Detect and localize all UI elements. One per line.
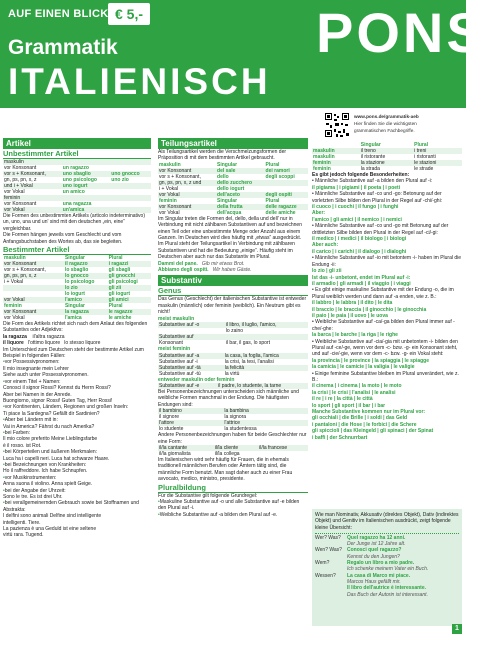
table-cell: dello iogurt <box>217 185 245 192</box>
table-pairs2 <box>158 445 308 457</box>
table-cell: l'attrice <box>223 420 308 426</box>
section-heading-artikel: Artikel <box>3 138 151 149</box>
paragraph: Die Formen des unbestimmten Artikels (articolo indeterminativo) un, uno, una und un' sind mit den deutschen „ein, eine“ vergleichbar. <box>3 213 145 232</box>
example-line: la barca | le barche | la riga | le righe <box>312 332 398 339</box>
rule-item: • Einige feminine Substantive bleiben im Plural unverändert, wie z. B.: <box>312 370 459 383</box>
table-cell: la signora <box>224 414 247 421</box>
table-cell: il ragazzo <box>64 261 108 267</box>
table-cell: uno psicologo <box>62 177 97 183</box>
table-cell: gli sbagli <box>108 267 131 274</box>
table-cell: vor Vokal <box>4 315 25 322</box>
column-header: Singular <box>64 255 85 262</box>
bullet-item: • bei Körperteilen und äußeren Merkmalen: <box>3 449 151 455</box>
example-line: i baffi | der Schnurrbart <box>312 434 368 441</box>
table-cell: i ragazzi <box>108 261 151 267</box>
table-cell: vor Vokal <box>159 209 180 216</box>
table-cell: vor s + Konsonant, <box>3 171 62 177</box>
example-line: il cinema | i cinema | la moto | le moto <box>312 383 402 390</box>
bullet-item: Ti piace la Sardegna? Gefällt dir Sardinien? <box>3 410 100 417</box>
example-line: il medico | i medici | il biologo | i biologi <box>312 236 407 243</box>
table-cell: vor Vokal <box>3 207 62 213</box>
column-header: Singular <box>64 303 85 310</box>
bullet-item: Aber bei Namen in der Anrede. <box>3 391 72 398</box>
table-cell: vor Konsonant <box>3 309 64 315</box>
paragraph: Andere Personenbezeichnungen haben für beide Geschlechter nur eine Form: <box>158 432 307 445</box>
table-cell: vor Vokal <box>3 297 64 303</box>
column-header: Plural <box>265 161 280 168</box>
case-examples <box>347 535 459 548</box>
paragraph: Im Italienischen wird sehr häufig für Frauen, die in ehemals traditionell männlichen Berufen oder Ämtern tätig sind, die männliche Form benutzt. Man sagt daher auch zu einer Frau avvocato, medico, ministro, presidente. <box>158 456 293 483</box>
table-cell: la strada <box>360 166 380 172</box>
table-cell: l'amica <box>64 315 82 322</box>
table-cell: le amiche <box>108 315 132 322</box>
table-cell: la casa, la foglia, l'amica <box>224 353 308 359</box>
table-cell: il treno <box>360 148 413 154</box>
subheading-bestimmt: Bestimmter Artikel <box>3 245 151 255</box>
case-examples <box>347 547 459 560</box>
table-cell: la bambina <box>223 408 308 414</box>
table-cell: maskulin <box>3 159 62 165</box>
table-cell: gli zii <box>108 285 151 291</box>
bullet-item: Il mio insegnante mein Lehrer <box>3 365 69 372</box>
bullet-item: • bei der Angabe der Uhrzeit: <box>3 488 151 494</box>
table-cell: la felicità <box>224 365 308 371</box>
case-examples <box>347 573 459 598</box>
paragraph: Die Form des Artikels richtet sich nach dem Anlaut des folgenden Substantivs oder Adjektivs: <box>3 321 148 334</box>
paragraph: Die Formen hängen jeweils vom Geschlecht und vom Anfangsbuchstaben des Wortes ab, das sie begleiten. <box>3 232 123 245</box>
bullet-item: • bei Bezeichnungen von Krankheiten: <box>3 462 151 468</box>
table-cell: il padre, lo studente, la tarne <box>217 383 308 389</box>
table-cell: la studentessa <box>224 426 257 433</box>
table-cell: gn, ps, pn, x, z und <box>158 180 216 186</box>
example-line: il re | i re | la città | le città <box>312 396 373 403</box>
table-cell: dell'acqua <box>217 209 242 216</box>
table-cell: le strade <box>414 166 434 172</box>
paragraph: Im Singular treten die Formen del, dello, della und dell' nur in Verbindung mit nicht zählbaren Substantiven auf und bezeichnen einen Teil oder eine unbestimmte Menge oder Anzahl aus einem Ganzen. Im Deutschen wird dies häufig mit „etwas“ ausgedrückt. <box>158 215 302 242</box>
rule-item: • Männliche Substantive auf -a bilden den Plural auf -i: <box>312 178 433 185</box>
table-cell: le stazioni <box>413 160 462 166</box>
table-cell: vor Konsonant <box>158 204 216 210</box>
table-cell: feminin <box>3 195 62 201</box>
info-box <box>324 112 460 138</box>
qr-code-icon <box>324 112 350 138</box>
rule-item: • Männliche Substantive auf -co und -go: Betonung auf der vorletzten Silbe bilden den Plural in der Regel auf -chi/-ghi: <box>312 191 443 204</box>
table-cell: il ristorante <box>360 154 386 160</box>
example-line: Der Junge ist 12 Jahre alt. <box>347 541 406 548</box>
divider <box>315 532 459 534</box>
column-teilung-substantiv <box>158 138 308 640</box>
bullet-item: virtù rara. Tugend. <box>3 532 44 539</box>
case-question: Wer? Was? <box>315 534 341 541</box>
table-cell: Substantive auf -e <box>158 383 217 389</box>
page-number: 1 <box>452 624 462 634</box>
table-cell: vor Vokal <box>158 192 216 198</box>
bullet-item: Buongiorno, signor Rossi! Guten Tag, Herr Rossi! <box>3 397 113 404</box>
example-line: lo sport | gli sport | il bar | i bar <box>312 402 386 409</box>
table-teilungsartikel <box>158 162 308 216</box>
example-line: la camicia | le camicie | la valigia | le valigie <box>312 364 415 371</box>
table-cell: una ragazza <box>62 201 92 207</box>
table-cell: vor s + Konsonant, <box>4 267 46 274</box>
table-cell: il bambino <box>158 408 223 414</box>
example-line: Conosci quel ragazzo? <box>347 547 402 554</box>
table-cell: Substantive auf -tà <box>158 365 224 371</box>
bullet-item: • vor Possessivpronomen: <box>3 359 151 365</box>
table-cell: il/la giornalista <box>159 450 191 457</box>
table-cell: l'amico <box>64 297 108 303</box>
table-cell: Substantive auf -o <box>158 322 225 328</box>
table-pairs <box>158 408 308 432</box>
table-cell: la stazione <box>360 160 413 166</box>
page-title: ITALIENISCH <box>8 61 271 102</box>
example-line: Ist das -i- unbetont, endet im Plural auf -i: <box>312 274 411 281</box>
case-question: Wen? Was? <box>315 547 342 554</box>
label-meist-maskulin: meist maskulin <box>158 315 195 322</box>
example-line: Aber: <box>312 210 326 217</box>
bullet-item: • bei verallgemeinernden Gebrauch sowie bei Stoffnamen und Abstrakta: <box>3 500 151 513</box>
table-cell: dello <box>217 173 229 180</box>
bullet-item: • bei Farben: <box>3 430 151 436</box>
paragraph: Es gibt jedoch folgende Besonderheiten: <box>312 172 410 178</box>
section-heading-teilungsartikel: Teilungsartikel <box>158 138 308 149</box>
table-cell: vor s + Konsonant, <box>159 173 201 180</box>
table-cell: Substantive auf -tù <box>159 370 201 377</box>
example-line: Kennst du den Jungen? <box>347 553 400 560</box>
example-line: La casa di Marco mi piace. <box>347 572 411 579</box>
table-cell: degli ospiti <box>265 192 308 198</box>
table-cell: il/la cliente <box>214 445 258 451</box>
example-line: il braccio | le braccia | il ginocchio | le ginocchia <box>312 306 427 313</box>
example-line: Ich schenke meinem Vater ein Buch. <box>347 566 429 573</box>
bullet-item: • Aber bei Ländern mit in: <box>3 417 151 423</box>
bullet-item: Ho il raffreddore. Ich habe Schnupfen. <box>3 468 88 475</box>
bullet-item: La pazienza è una Geduld ist eine seltene <box>3 526 97 533</box>
example-line: Regalo un libro a mio padre. <box>347 560 415 567</box>
example-line: il pigiama | i pigiami | il poeta | i poeti <box>312 184 401 191</box>
table-cell: feminin <box>312 160 360 166</box>
paragraph: Im Plural steht der Teilungsartikel in Verbindung mit zählbaren Substantiven und hat die Bedeutung „einige“. Häufig steht im Deutschen aber auch nur das Substantiv im Plural. <box>158 241 295 261</box>
case-question: Wessen? <box>315 572 336 579</box>
table-cell: und i + Vokal <box>3 183 62 189</box>
table-cell: vor Konsonant <box>3 261 64 267</box>
table-cell: gli amici <box>108 297 151 303</box>
paragraph: Für die Substantive gilt folgende Grundregel: <box>158 492 258 499</box>
table-cell: uno iogurt <box>62 183 111 189</box>
bullet-item: Il mio colore preferito Meine Lieblingsfarbe <box>3 436 98 443</box>
column-header: Singular <box>217 161 238 168</box>
table-cell: vor Konsonant <box>158 168 216 174</box>
rule-item: • Männliche Substantive auf -io mit betontem -i- haben im Plural die Endung -ii: <box>312 255 462 268</box>
table-cell: la ragazza <box>64 309 108 315</box>
example-line: Il libro dell'autrice è interessante. <box>347 585 426 592</box>
bullet-item: Luca ha i capelli neri. Luca hat schwarze Haare. <box>3 455 110 462</box>
column-header: feminin <box>159 197 177 204</box>
column-header: Singular <box>360 142 381 148</box>
table-cell: vor Konsonant <box>4 201 37 207</box>
column-header: Plural <box>265 197 280 204</box>
bullet-item: Sono le tre. Es ist drei Uhr. <box>3 494 63 500</box>
label-meist-feminin: meist feminin <box>158 346 191 353</box>
table-cell: Substantive auf -a <box>158 353 224 359</box>
table-cell: gli gnocchi <box>108 273 151 279</box>
example-line: il labbro | le labbra | il dito | le dita <box>312 300 393 307</box>
table-cell: della frutta <box>216 204 265 210</box>
table-cell: lo gnocco <box>64 273 108 279</box>
header-banner <box>0 0 487 108</box>
example-line: la provincia | le province | la spiaggia | le spiagge <box>312 357 430 364</box>
example-line: il carico | i carichi | il dialogo | i dialoghi <box>312 248 407 255</box>
rule-item: • Weibliche Substantive auf -ca/-ga bilden den Plural immer auf -che/-ghe: <box>312 319 455 332</box>
table-cell: lo studente <box>159 426 184 433</box>
bullet-item: Conosci il signor Rossi? Kennst du Herrn Rossi? <box>3 385 111 392</box>
info-url[interactable]: www.pons.de/grammatik-aeb <box>354 114 419 119</box>
table-cell: gn, ps, pn, x, z <box>3 273 64 279</box>
table-cell: le ragazze <box>108 309 151 315</box>
table-cell: gli iogurt <box>108 291 131 298</box>
bullet-item: • Maskuline Substantive auf -o und alle Substantive auf -e bilden den Plural auf -i. <box>158 499 308 512</box>
example-line: il cuoco | i cuochi | il fungo | i funghi <box>312 204 399 211</box>
table-cell: lo psicologo <box>64 279 95 286</box>
series-tag: AUF EINEN BLICK <box>8 8 109 20</box>
bullet-item: Anna suona il violino. Anna spielt Geige. <box>3 481 93 488</box>
table-cell: l'attore <box>158 420 223 426</box>
example-line: gli occhiali | die Brille | i soldi | das Geld <box>312 415 408 422</box>
paragraph: Das Genus (Geschlecht) der italienischen Substantive ist entweder maskulin (männlich) oder feminin (weiblich). Ein Neutrum gibt es nicht! <box>158 296 307 316</box>
table-cell: gn, ps, pn, x, z <box>4 177 37 183</box>
bullet-item: • vor Kontinenten, Ländern, Regionen und großen Inseln: <box>3 404 151 410</box>
example-line: gli spiccioli | das Kleingeld | gli spinaci | der Spinat <box>312 428 434 435</box>
paragraph: Bei Personenbezeichnungen unterscheiden sich männliche und weibliche Formen manchmal in der Endung. Die häufigsten Endungen sind: <box>158 388 299 408</box>
example-line: i pantaloni | die Hose | le forbici | die Schere <box>312 421 417 428</box>
case-question: Wem? <box>315 560 330 567</box>
table-cell: lo zio <box>64 285 108 291</box>
example-line: Dammi del pane. Gib mir etwas Brot. <box>158 260 245 267</box>
table-cell: del sale <box>216 168 265 174</box>
pons-logo: PONS <box>316 1 487 64</box>
case-examples <box>347 560 459 573</box>
table-cell: il libro, il luglio, l'amico, <box>225 322 308 328</box>
example-line: la crisi | le crisi | l'analisi | le analisi <box>312 389 396 396</box>
case-row <box>315 573 459 598</box>
plural-rules-list <box>312 178 462 441</box>
table-cell: uno gnocco <box>110 171 151 177</box>
price-badge: € 5,- <box>108 3 150 25</box>
example-line: il paio | le paia | il uovo | le uova <box>312 312 388 319</box>
table-cell: gli psicologi <box>108 279 138 286</box>
table-cell: uno zio <box>111 177 129 183</box>
example-line: Aber auch: <box>312 242 339 249</box>
table-cell: dei ramori <box>265 168 308 174</box>
table-cell: Substantive auf <box>158 334 225 340</box>
example-line: la ragazza il'altra ragazza <box>3 333 65 340</box>
example-line: lo zio | gli zii <box>312 268 342 275</box>
table-row <box>158 168 308 174</box>
example-line: il armadio | gli armadi | il viaggio | i viaggi <box>312 280 411 287</box>
example-line: Manche Substantive kommen nur im Plural vor: <box>312 409 426 416</box>
bullet-item: è il rosso. ist Rot. <box>3 442 42 449</box>
table-cell: la crisi, la tesi, l'analisi <box>224 358 274 365</box>
bullet-item: I delfini sono animali Delfine sind intelligente <box>3 513 102 520</box>
table-cell: i treni <box>413 148 462 154</box>
bullet-item: Vai in America? Fährst du nach Amerika? <box>3 423 95 430</box>
paragraph: Wie man Nominativ, Akkusativ (direktes Objekt), Dativ (indirektes Objekt) und Genitiv im Italienischen ausdrückt, zeigt folgende kleine Übersicht: <box>315 512 459 531</box>
table-cell: un'amica <box>62 207 111 213</box>
paragraph: Im Unterschied zum Deutschen steht der bestimmte Artikel zum Beispiel in folgenden Fällen: <box>3 346 144 360</box>
example-line: Das Buch der Autorin ist interessant. <box>347 591 428 598</box>
table-bestimmt <box>3 255 151 321</box>
paragraph: Als Teilungsartikel werden die Verschmelzungsformen der Präposition di mit dem bestimmten Artikel gebraucht. <box>158 149 287 162</box>
case-overview-box <box>312 509 462 626</box>
table-cell: un amico <box>62 189 85 195</box>
bullet-item: Siehe auch unter Possessivpronomen. <box>3 372 89 379</box>
table-unbestimmt <box>3 159 151 213</box>
info-line: grammatischen Fachbegriffe. <box>354 128 415 133</box>
example-line: Quel ragazzo ha 12 anni. <box>347 534 406 541</box>
example-line: Abbiamo degli ospiti. Wir haben Gäste. <box>158 267 252 274</box>
table-cell: lo sbaglio <box>64 267 89 274</box>
table-cell: i + Vokal <box>4 279 24 286</box>
table-cell: la virtù <box>224 370 240 377</box>
table-cell: maskulin <box>312 148 360 154</box>
table-cell: dell'aceto <box>216 192 265 198</box>
bullet-item: intelligenti. Tiere. <box>3 519 41 526</box>
table-cell: Substantive auf -i <box>159 358 198 365</box>
bullet-item: • Weibliche Substantive auf -a bilden den Plural auf -e. <box>158 512 308 518</box>
subheading-pluralbildung: Pluralbildung <box>158 483 308 493</box>
column-header: Plural <box>108 255 123 262</box>
table-cell: Konsonant <box>159 340 183 347</box>
table-cell: un ragazzo <box>62 165 89 171</box>
column-header: maskulin <box>4 255 26 262</box>
column-artikel <box>3 138 151 640</box>
case-row <box>315 547 459 560</box>
case-list <box>315 535 459 598</box>
column-header: Singular <box>217 197 238 204</box>
table-cell: uno sbaglio <box>62 171 111 177</box>
column-header: maskulin <box>159 161 181 168</box>
table-cell: delle ragazze <box>265 204 308 210</box>
column-header: feminin <box>4 303 22 310</box>
section-heading-substantiv: Substantiv <box>158 275 308 286</box>
rule-item: • Weibliche Substantive auf -cia/-gia mit unbetontem -i- bilden den Plural auf -ce/-ge, wenn vor dem -c- bzw. -g- ein Konsonant steht, und auf -cie/-gie, wenn vor dem -c- bzw. -g- ein Vokal steht: <box>312 338 458 358</box>
column-header: Plural <box>414 142 429 148</box>
table-plural-basic <box>312 142 462 172</box>
subheading-genus: Genus <box>158 286 308 296</box>
example-line: l'amico | gli amici | il nemico | i nemici <box>312 216 402 223</box>
table-cell: degli scoppi <box>265 173 295 180</box>
page-subtitle: Grammatik <box>8 36 118 59</box>
example-line: il liquore l'ottimo liquore lo stesso liquore <box>3 340 101 347</box>
table-cell: i + Vokal <box>159 185 179 192</box>
table-cell: delle amiche <box>265 209 296 216</box>
table-cell: vor Konsonant <box>4 165 37 171</box>
table-row <box>158 204 308 210</box>
bullet-item: • vor einem Titel + Namen: <box>3 379 151 385</box>
table-cell: il/la francese <box>258 445 308 451</box>
table-cell: il/la collega <box>214 450 240 457</box>
table-cell: maskulin <box>313 154 335 160</box>
table-cell: il bar, il gas, lo sport <box>225 340 270 347</box>
bullet-item: • vor Musikinstrumenten: <box>3 475 151 481</box>
rule-item: • Männliche Substantive auf -co und -go mit Betonung auf der drittletzten Silbe bilden den Plural in der Regel auf -ci/-gi: <box>312 223 449 236</box>
info-line: Hier finden Sie die wichtigsten <box>354 121 417 126</box>
column-header: Plural <box>108 303 123 310</box>
table-cell: vor Vokal <box>4 189 25 195</box>
table-cell: feminin <box>313 166 331 172</box>
bullet-list <box>3 359 151 538</box>
case-row <box>315 560 459 573</box>
table-feminin <box>158 353 308 377</box>
subheading-unbestimmt: Unbestimmter Artikel <box>3 149 151 159</box>
rule-item: • Es gibt einige maskuline Substantive mit der Endung -o, die im Plural weiblich werden und dann auf -a enden, wie z. B.: <box>312 287 454 300</box>
label-entweder: entweder maskulin oder feminin <box>158 376 235 383</box>
example-line: Marcos Haus gefällt mir. <box>347 578 401 585</box>
table-maskulin <box>158 322 308 346</box>
case-row <box>315 535 459 548</box>
table-cell: il/la cantante <box>158 445 214 451</box>
table-cell: dello zucchero <box>216 180 265 186</box>
table-cell: i ristoranti <box>414 154 436 160</box>
info-text <box>354 113 419 134</box>
table-cell: il signore <box>159 414 180 421</box>
table-cell: lo zaino <box>225 328 244 335</box>
table-cell: lo iogurt <box>64 291 85 298</box>
